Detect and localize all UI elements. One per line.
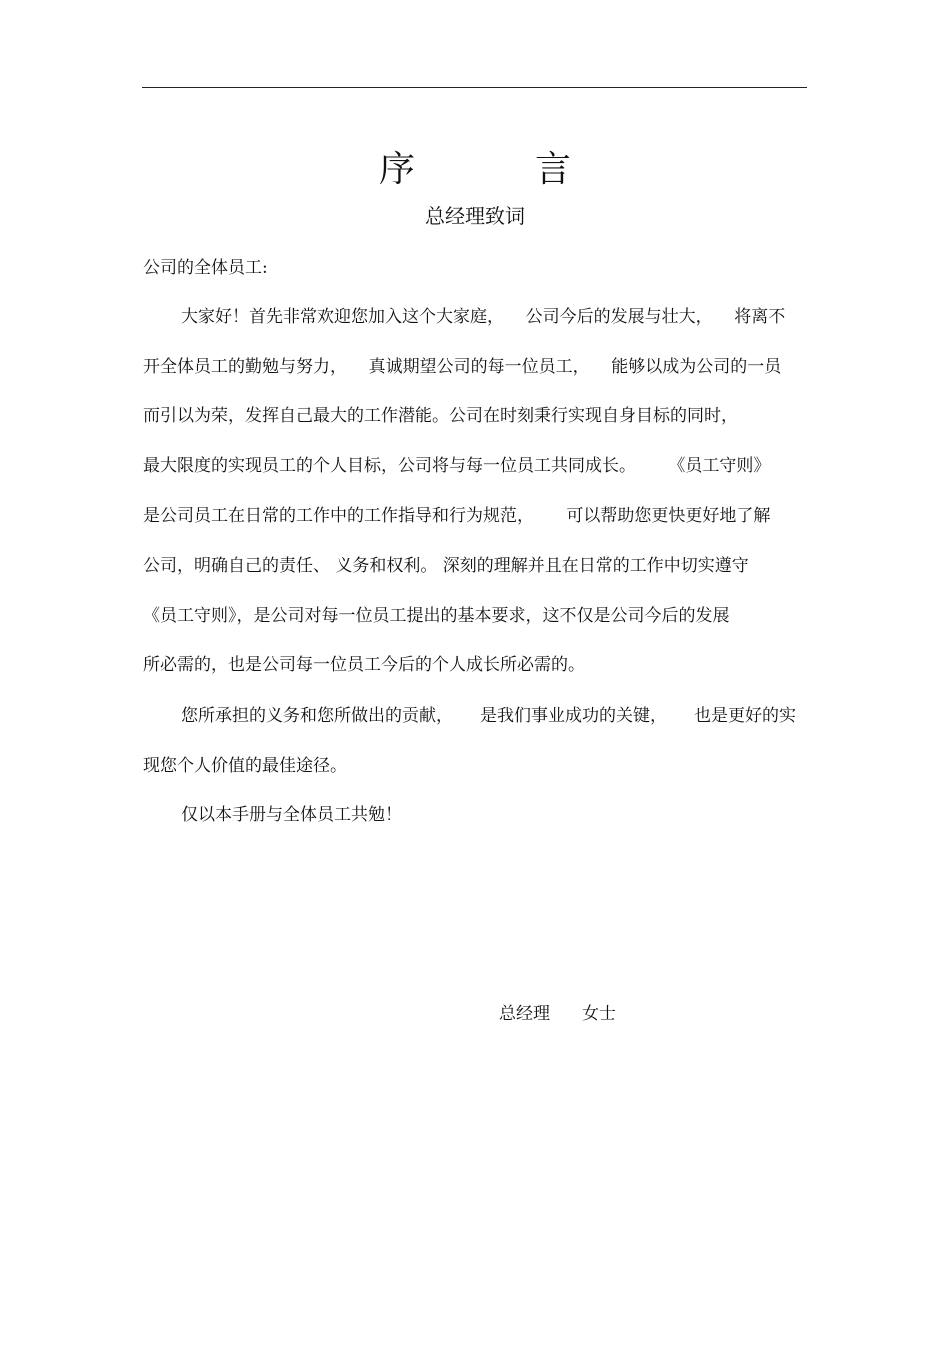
body-line: 是公司员工在日常的工作中的工作指导和行为规范， 可以帮助您更快更好地了解 [143,506,771,526]
signature-name: 女士 [582,1004,616,1024]
title-char-right: 言 [535,149,572,190]
body-line: 最大限度的实现员工的个人目标，公司将与每一位员工共同成长。 《员工守则》 [143,456,771,476]
body-line: 您所承担的义务和您所做出的贡献， 是我们事业成功的关键， 也是更好的实 [181,706,797,726]
body-line: 开全体员工的勤勉与努力， 真诚期望公司的每一位员工， 能够以成为公司的一员 [143,357,782,377]
page-subtitle: 总经理致词 [425,204,525,228]
salutation: 公司的全体员工: [143,258,268,278]
signature [499,1002,616,1026]
body-line: 大家好！首先非常欢迎您加入这个大家庭， 公司今后的发展与壮大， 将离不 [181,307,786,327]
page-title [0,142,950,198]
body-line: 所必需的，也是公司每一位员工今后的个人成长所必需的。 [143,655,585,675]
body-line: 《员工守则》，是公司对每一位员工提出的基本要求，这不仅是公司今后的发展 [143,606,730,626]
signature-title: 总经理 [499,1004,550,1024]
header-rule [142,87,807,88]
closing-line: 仅以本手册与全体员工共勉！ [181,805,402,825]
title-char-left: 序 [378,149,415,190]
body-line: 公司，明确自己的责任、 义务和权利。 深刻的理解并且在日常的工作中切实遵守 [143,556,749,576]
body-line: 而引以为荣，发挥自己最大的工作潜能。公司在时刻秉行实现自身目标的同时， [143,406,738,426]
body-line: 现您个人价值的最佳途径。 [143,756,347,776]
